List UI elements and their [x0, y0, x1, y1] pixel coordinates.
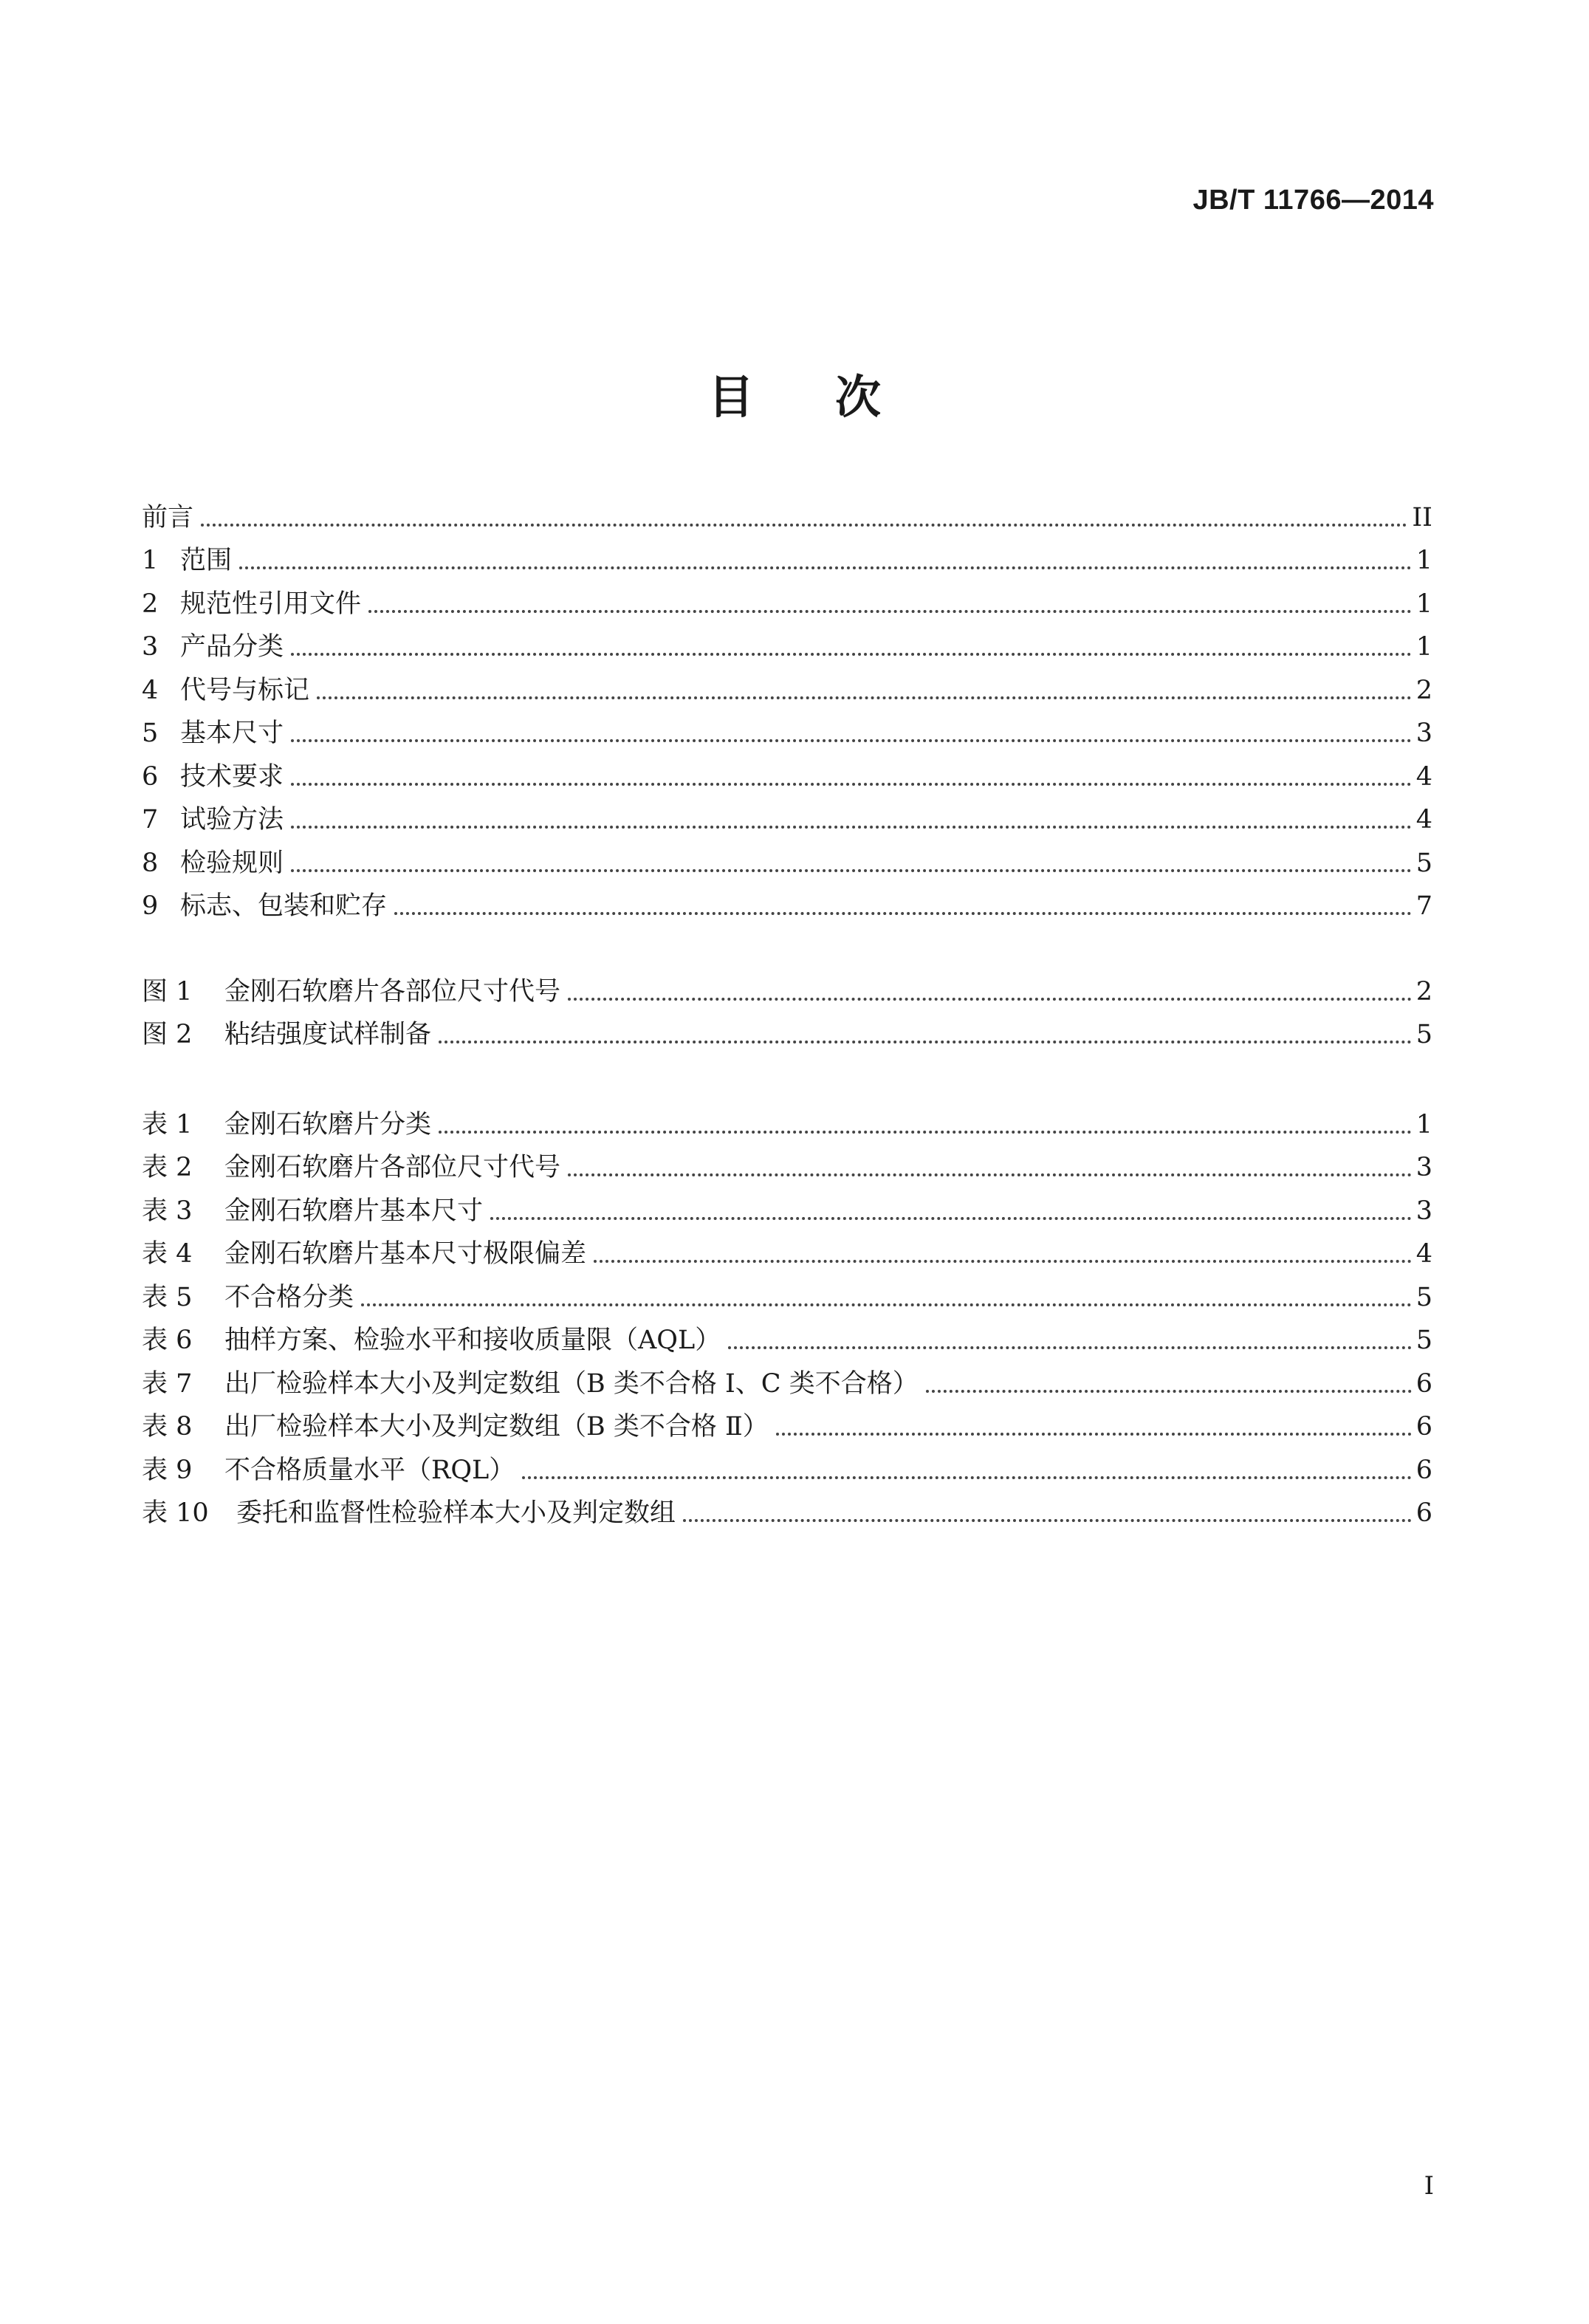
toc-entry-page: 5: [1415, 1282, 1432, 1312]
toc-entry-number: 表 6: [142, 1326, 193, 1356]
toc-entry-number: 9: [142, 891, 159, 922]
leader-dots: [568, 1173, 1412, 1176]
toc-entry-number: 表 4: [142, 1239, 193, 1269]
toc-entry-page: 5: [1415, 848, 1432, 878]
toc-entry-page: 1: [1415, 1109, 1432, 1139]
toc-entry-label: 不合格质量水平（RQL）: [224, 1455, 515, 1485]
toc-entry-page: 5: [1415, 1326, 1432, 1356]
toc-entry-label: 基本尺寸: [180, 719, 284, 749]
toc-entry-label: 抽样方案、检验水平和接收质量限（AQL）: [224, 1326, 721, 1356]
leader-dots: [368, 609, 1412, 613]
toc-entry-page: 3: [1415, 1153, 1432, 1183]
toc-entry-label: 粘结强度试样制备: [224, 1020, 432, 1050]
title-char-1: 目: [707, 370, 754, 424]
toc-entry-number: 6: [142, 761, 159, 792]
toc-entry-section-8[interactable]: [142, 842, 1432, 885]
toc-entry-page: 6: [1415, 1368, 1432, 1399]
leader-dots: [291, 782, 1412, 786]
toc-entry-page: 1: [1415, 546, 1432, 576]
leader-dots: [522, 1475, 1411, 1479]
leader-dots: [568, 997, 1412, 1001]
leader-dots: [317, 696, 1412, 699]
toc-entry-table-7[interactable]: [142, 1362, 1432, 1406]
toc-entry-page: 1: [1415, 589, 1432, 619]
leader-dots: [490, 1216, 1412, 1220]
toc-entry-page: 6: [1415, 1412, 1432, 1442]
toc-sections: [142, 496, 1432, 928]
toc-entry-number: 图 1: [142, 976, 193, 1007]
toc-entry-label: 委托和监督性检验样本大小及判定数组: [236, 1498, 676, 1529]
leader-dots: [776, 1432, 1412, 1436]
toc-entry-number: 5: [142, 719, 159, 749]
toc-tables: [142, 1103, 1432, 1535]
toc-entry-label: 范围: [180, 546, 233, 576]
toc-figures: [142, 970, 1432, 1057]
leader-dots: [926, 1389, 1412, 1393]
toc-entry-number: 表 10: [142, 1498, 209, 1529]
toc-entry-section-4[interactable]: [142, 669, 1432, 713]
toc-entry-page: 6: [1415, 1498, 1432, 1529]
title-char-2: 次: [835, 370, 882, 424]
toc-entry-section-9[interactable]: [142, 885, 1432, 929]
toc-entry-page: 7: [1415, 891, 1432, 922]
toc-entry-page: 3: [1415, 719, 1432, 749]
toc-entry-table-1[interactable]: [142, 1103, 1432, 1147]
toc-entry-label: 标志、包装和贮存: [180, 891, 388, 922]
toc-entry-page: 2: [1415, 976, 1432, 1007]
toc-entry-label: 前言: [142, 502, 194, 532]
toc-entry-figure-2[interactable]: [142, 1014, 1432, 1058]
toc-entry-label: 金刚石软磨片各部位尺寸代号: [224, 976, 561, 1007]
toc-entry-number: 1: [142, 546, 159, 576]
toc-entry-section-1[interactable]: [142, 540, 1432, 583]
toc-entry-number: 表 3: [142, 1196, 193, 1226]
toc-entry-table-6[interactable]: [142, 1320, 1432, 1363]
toc-entry-number: 表 5: [142, 1282, 193, 1312]
toc-entry-label: 代号与标记: [180, 675, 310, 705]
standard-number: JB/T 11766—2014: [1192, 185, 1434, 216]
toc-entry-table-5[interactable]: [142, 1276, 1432, 1320]
leader-dots: [439, 1130, 1412, 1134]
toc-entry-page: 6: [1415, 1455, 1432, 1485]
toc-entry-page: 4: [1415, 805, 1432, 835]
toc-entry-page: 1: [1415, 632, 1432, 662]
toc-entry-table-3[interactable]: [142, 1190, 1432, 1233]
toc-entry-table-10[interactable]: [142, 1492, 1432, 1536]
toc-entry-number: 图 2: [142, 1020, 193, 1050]
toc-entry-section-7[interactable]: [142, 799, 1432, 843]
toc-entry-table-8[interactable]: [142, 1406, 1432, 1450]
toc-entry-number: 8: [142, 848, 159, 878]
toc-entry-number: 表 9: [142, 1455, 193, 1485]
toc-entry-number: 表 1: [142, 1109, 193, 1139]
leader-dots: [291, 738, 1412, 742]
toc-entry-page: 2: [1415, 675, 1432, 705]
toc-entry-label: 规范性引用文件: [180, 589, 362, 619]
toc-entry-page: 3: [1415, 1196, 1432, 1226]
page-title: [0, 360, 1589, 426]
toc-entry-table-9[interactable]: [142, 1449, 1432, 1492]
toc-entry-foreword[interactable]: [142, 496, 1432, 540]
toc-entry-section-5[interactable]: [142, 713, 1432, 756]
toc-entry-table-4[interactable]: [142, 1233, 1432, 1277]
leader-dots: [291, 868, 1412, 872]
toc-entry-section-2[interactable]: [142, 583, 1432, 626]
toc-entry-figure-1[interactable]: [142, 970, 1432, 1014]
toc-entry-label: 金刚石软磨片基本尺寸: [224, 1196, 484, 1226]
leader-dots: [201, 523, 1407, 527]
page-number: I: [1424, 2171, 1434, 2201]
toc-entry-number: 2: [142, 589, 159, 619]
leader-dots: [361, 1303, 1412, 1306]
toc-entry-number: 3: [142, 632, 159, 662]
toc-entry-page: II: [1412, 502, 1432, 532]
leader-dots: [239, 566, 1412, 569]
toc-entry-section-6[interactable]: [142, 755, 1432, 799]
toc-entry-page: 4: [1415, 1239, 1432, 1269]
leader-dots: [291, 652, 1412, 656]
toc-entry-label: 不合格分类: [224, 1282, 354, 1312]
toc-entry-table-2[interactable]: [142, 1147, 1432, 1190]
toc-entry-number: 表 8: [142, 1412, 193, 1442]
toc-entry-label: 检验规则: [180, 848, 284, 878]
toc-entry-label: 技术要求: [180, 761, 284, 792]
toc-entry-label: 产品分类: [180, 632, 284, 662]
toc-entry-label: 出厂检验样本大小及判定数组（B 类不合格 Ⅰ、C 类不合格）: [224, 1368, 919, 1399]
toc-entry-label: 金刚石软磨片基本尺寸极限偏差: [224, 1239, 587, 1269]
toc-entry-label: 金刚石软磨片各部位尺寸代号: [224, 1153, 561, 1183]
toc-entry-page: 5: [1415, 1020, 1432, 1050]
leader-dots: [291, 825, 1412, 829]
leader-dots: [439, 1040, 1412, 1043]
leader-dots: [728, 1346, 1412, 1349]
toc-entry-number: 表 2: [142, 1153, 193, 1183]
toc-entry-label: 出厂检验样本大小及判定数组（B 类不合格 Ⅱ）: [224, 1412, 769, 1442]
toc-entry-number: 7: [142, 805, 159, 835]
toc-entry-number: 表 7: [142, 1368, 193, 1399]
toc-entry-section-3[interactable]: [142, 626, 1432, 670]
toc-entry-label: 金刚石软磨片分类: [224, 1109, 432, 1139]
leader-dots: [594, 1259, 1412, 1263]
leader-dots: [394, 911, 1412, 915]
toc-entry-number: 4: [142, 675, 159, 705]
toc-entry-label: 试验方法: [180, 805, 284, 835]
leader-dots: [683, 1518, 1412, 1522]
toc-entry-page: 4: [1415, 761, 1432, 792]
